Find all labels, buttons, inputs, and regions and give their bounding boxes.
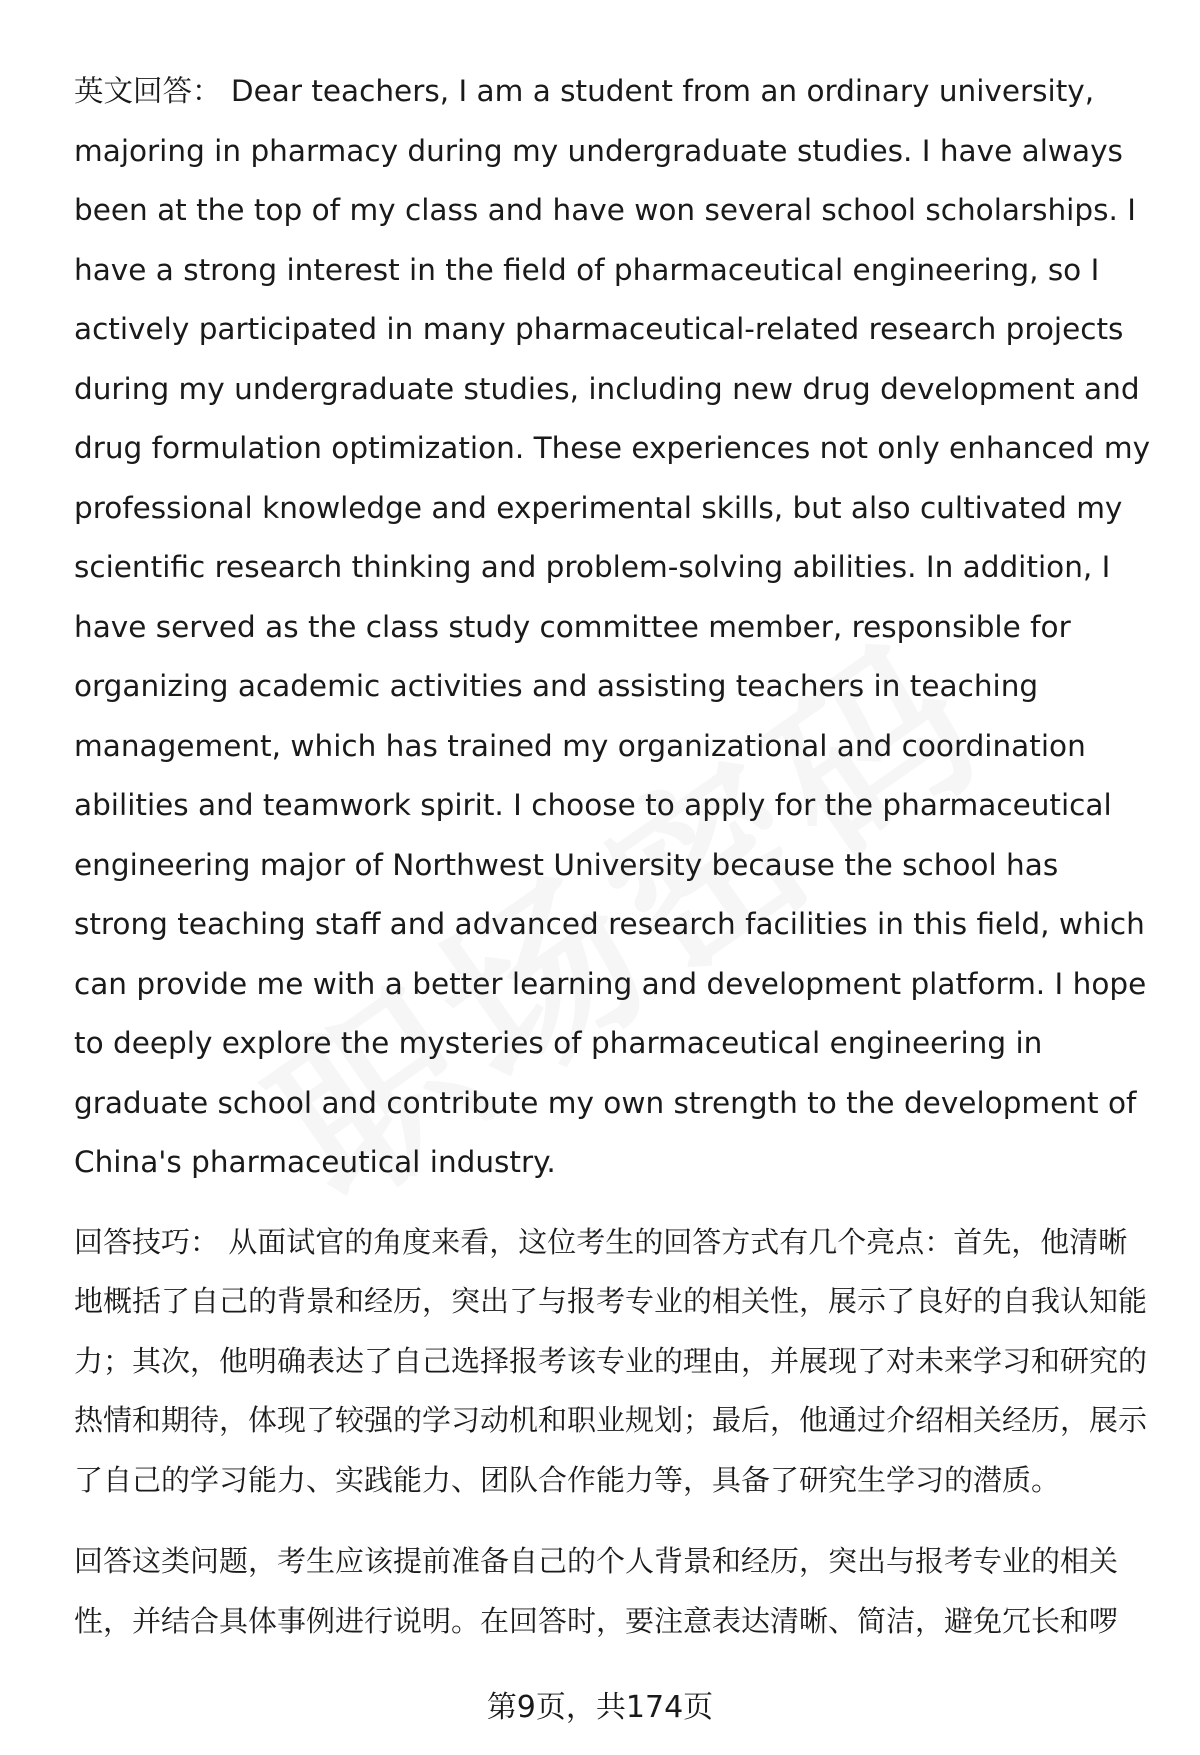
page-number: 第9页，共174页 — [486, 1690, 714, 1725]
advice-text: 回答这类问题，考生应该提前准备自己的个人背景和经历，突出与报考专业的相关性，并结合具体事例进行说明。在回答时，要注意表达清晰、简洁，避免冗长和啰 — [74, 1544, 1119, 1638]
english-answer-text: Dear teachers, I am a student from an ordinary university, majoring in pharmacy during my undergraduate studies. I have always been at the top of my class and have won several school scholarships. I have a strong interest in the field of pharmaceutical engineering, so I actively participated in many pharmaceutical-related research projects during my undergraduate studies, including new drug development and drug formulation optimization. These experiences not only enhanced my professional knowledge and experimental skills, but also cultivated my scientific research thinking and problem-solving abilities. In addition, I have served as the class study committee member, responsible for organizing academic activities and assisting teachers in teaching management, which has trained my organizational and coordination abilities and teamwork spirit. I choose to apply for the pharmaceutical engineering major of Northwest University because the school has strong teaching staff and advanced research facilities in this field, which can provide me with a better learning and development platform. I hope to deeply explore the mysteries of pharmaceutical engineering in graduate school and contribute my own strength to the development of China's pharmaceutical industry. — [74, 74, 1151, 1179]
english-answer-label: 英文回答： — [74, 74, 222, 108]
answer-tips-paragraph — [74, 1213, 1154, 1511]
english-answer-paragraph — [74, 62, 1154, 1193]
advice-paragraph — [74, 1532, 1154, 1651]
answer-tips-text: 从面试官的角度来看，这位考生的回答方式有几个亮点：首先，他清晰地概括了自己的背景和经历，突出了与报考专业的相关性，展示了良好的自我认知能力；其次，他明确表达了自己选择报考该专业的理由，并展现了对未来学习和研究的热情和期待，体现了较强的学习动机和职业规划；最后，他通过介绍相关经历，展示了自己的学习能力、实践能力、团队合作能力等，具备了研究生学习的潜质。 — [74, 1224, 1148, 1497]
document-body — [74, 62, 1154, 1651]
answer-tips-label: 回答技巧： — [74, 1224, 220, 1259]
